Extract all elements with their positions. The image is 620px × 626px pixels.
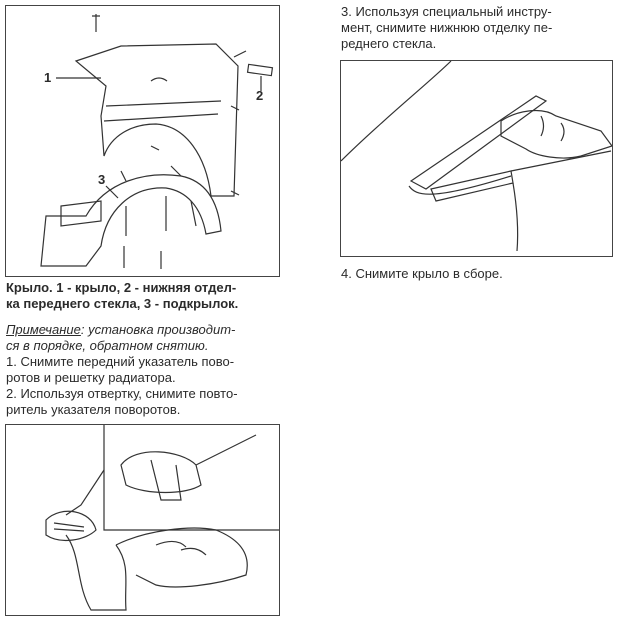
callout-2: 2 <box>256 88 264 103</box>
inset-frame <box>104 425 279 530</box>
figure-fender-exploded <box>5 5 280 277</box>
caption-line-2: ка переднего стекла, 3 - подкрылок. <box>6 296 239 311</box>
callout-3: 3 <box>98 172 106 187</box>
note-label: Примечание <box>6 322 81 337</box>
callout-1: 1 <box>44 70 52 85</box>
fender-illustration <box>6 6 279 276</box>
caption-line-1: Крыло. 1 - крыло, 2 - нижняя отдел- <box>6 280 237 295</box>
windshield-edge <box>411 96 546 189</box>
note-text-2: ся в порядке, обратном снятию. <box>6 338 209 353</box>
step1-line-1: 1. Снимите передний указатель пово- <box>6 354 235 369</box>
windshield-illustration <box>341 61 612 256</box>
step3-line-1: 3. Используя специальный инстру- <box>341 4 552 19</box>
figure-repeater-removal <box>5 424 280 616</box>
wheel-liner-outline <box>41 175 221 266</box>
windshield-trim-part <box>248 64 273 75</box>
body-curve <box>341 61 451 161</box>
step3-line-3: реднего стекла. <box>341 36 437 51</box>
step2-line-1: 2. Используя отвертку, снимите повто- <box>6 386 238 401</box>
step1-line-2: ротов и решетку радиатора. <box>6 370 176 385</box>
step3-block <box>341 4 552 52</box>
trim-strip <box>431 171 513 201</box>
step3-line-2: мент, снимите нижнюю отделку пе- <box>341 20 553 35</box>
hand <box>501 111 612 158</box>
steps-left <box>6 354 238 418</box>
step4: 4. Снимите крыло в сборе. <box>341 266 503 281</box>
figure1-caption <box>6 280 238 312</box>
step2-line-2: ритель указателя поворотов. <box>6 402 181 417</box>
repeater-illustration <box>6 425 279 615</box>
note-block <box>6 322 235 354</box>
figure-windshield-trim <box>340 60 613 257</box>
note-text-1: : установка производит- <box>80 322 236 337</box>
